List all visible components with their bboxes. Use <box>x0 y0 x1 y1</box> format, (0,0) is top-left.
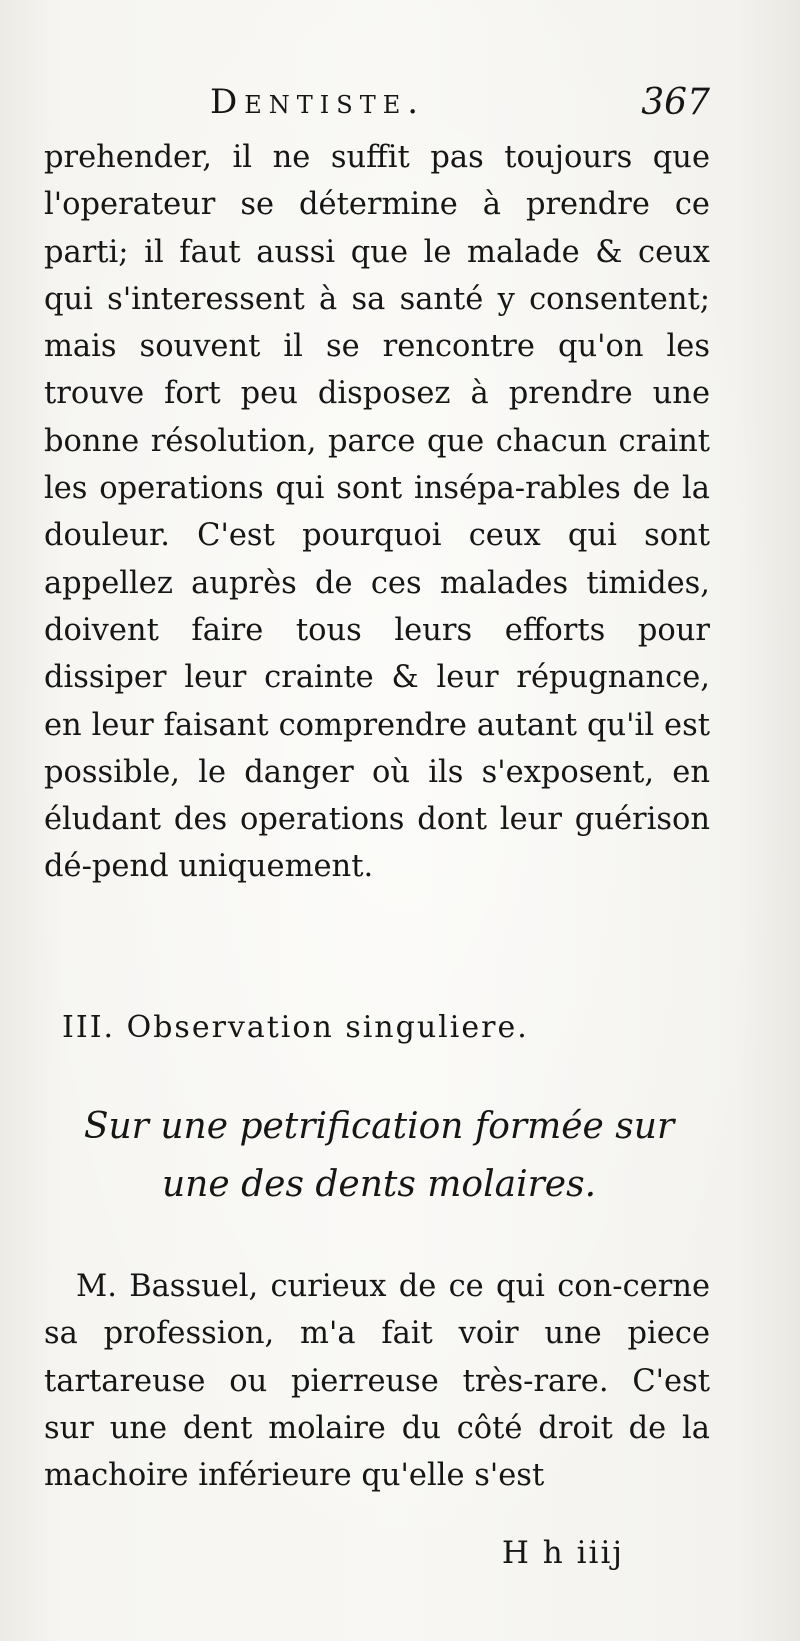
running-title: Dentiste. <box>210 82 426 122</box>
section-heading: III. Observation singuliere. <box>62 1010 529 1045</box>
running-head <box>50 82 710 132</box>
section-subheading: Sur une petrification formée sur une des dents molaires. <box>83 1106 675 1205</box>
body-paragraph-2: M. Bassuel, curieux de ce qui con-cerne sa profession, m'a fait voir une piece tartareuse ou pierreuse très-rare. C'est sur une dent molaire du côté droit de la machoire inférieure qu'elle s'est <box>44 1269 710 1494</box>
signature-mark: H h iiij <box>501 1535 624 1571</box>
body-paragraph-1: prehender, il ne suffit pas toujours que l'operateur se détermine à prendre ce parti; il faut aussi que le malade & ceux qui s'interessent à sa santé y consentent; mais souvent il se rencontre qu'on les trouve fort peu disposez à prendre une bonne résolution, parce que chacun craint les operations qui sont insépa-rables de la douleur. C'est pourquoi ceux qui sont appellez auprès de ces malades timides, doivent faire tous leurs efforts pour dissiper leur crainte & leur répugnance, en leur faisant comprendre autant qu'il est possible, le danger où ils s'exposent, en éludant des operations dont leur guérison dé-pend uniquement. <box>44 140 710 885</box>
page-number: 367 <box>641 82 710 123</box>
